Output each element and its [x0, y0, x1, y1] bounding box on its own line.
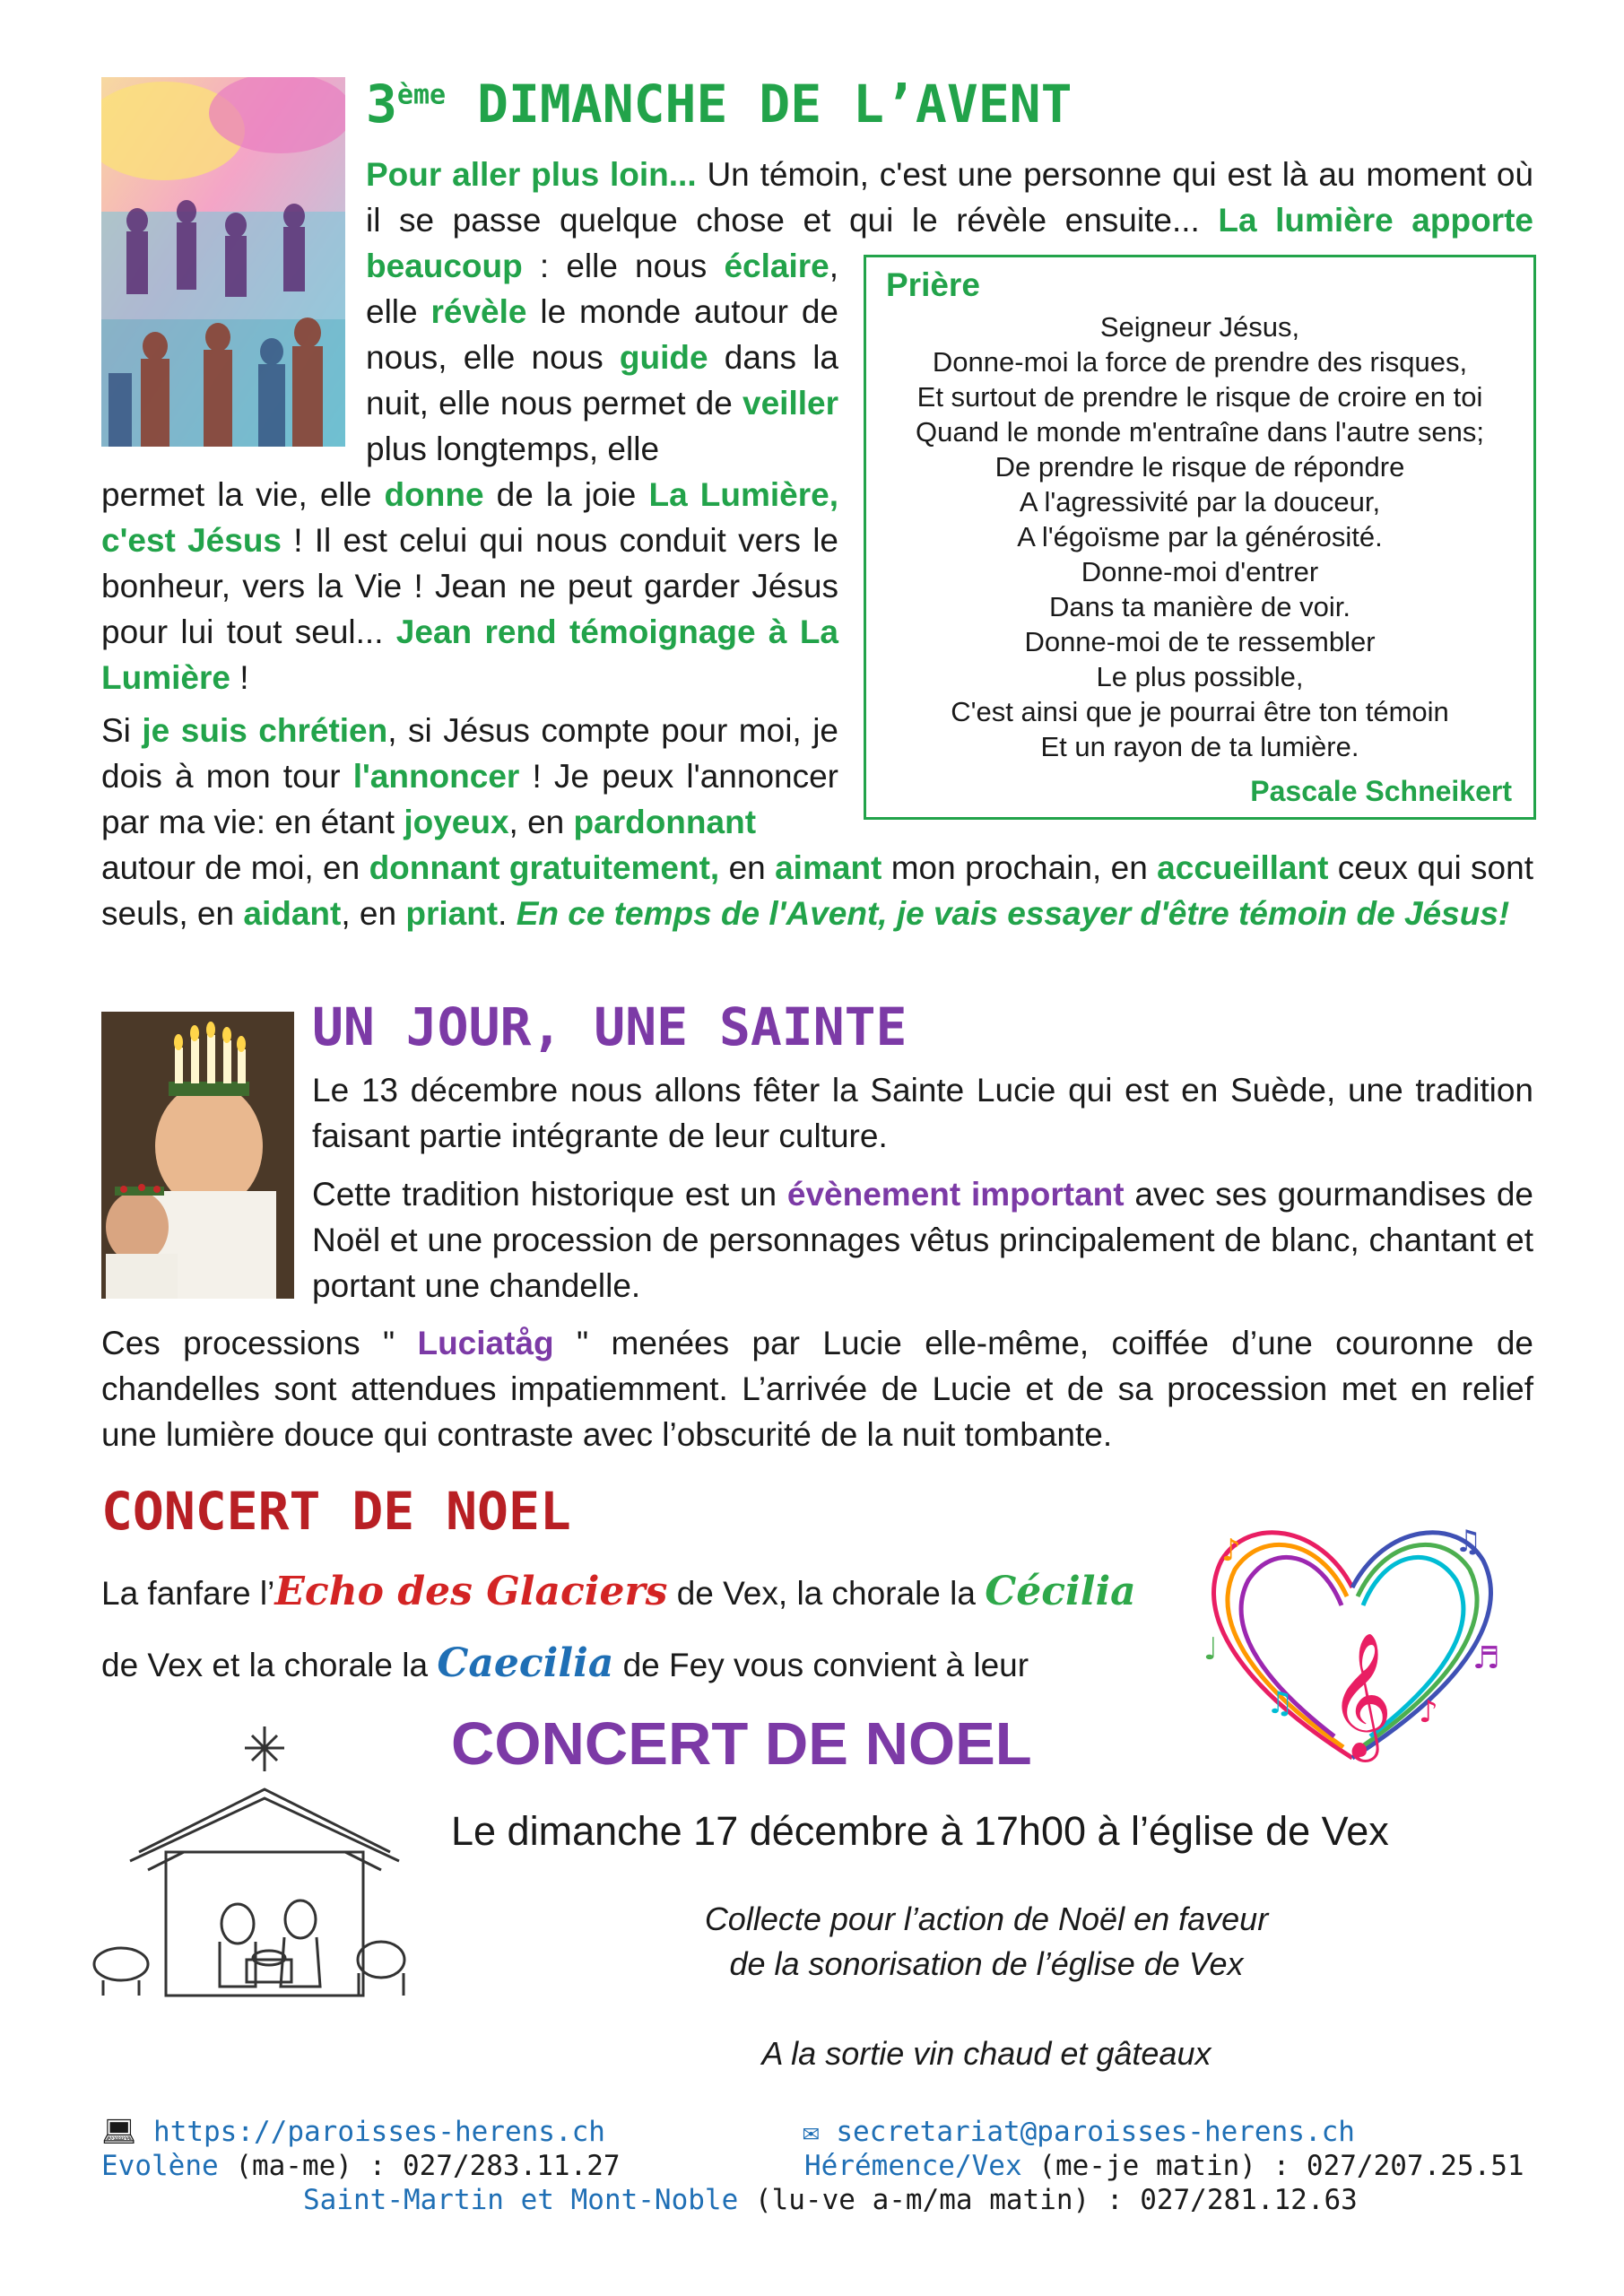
prayer-line: Donne-moi de te ressembler	[1024, 626, 1376, 657]
concert-heading: CONCERT DE NOEL	[101, 1481, 571, 1542]
text-permet-vie: permet la vie, elle	[101, 476, 385, 513]
svg-text:♫: ♫	[1266, 1685, 1294, 1721]
highlight-annoncer: l'annoncer	[352, 758, 520, 795]
music-heart-illustration	[1185, 1507, 1519, 1776]
advent-body-full	[101, 845, 1533, 936]
highlight-gratuit: donnant gratuitement,	[369, 849, 720, 886]
svg-text:♪: ♪	[1221, 1533, 1241, 1569]
highlight-guide: guide	[619, 339, 708, 376]
text-excl: !	[230, 659, 249, 696]
sainte-paragraph-1: Le 13 décembre nous allons fêter la Sainte Lucie qui est en Suède, une tradition faisant partie intégrante de leur culture.	[312, 1072, 1533, 1154]
sainte-lucie-photo	[101, 1012, 294, 1299]
echo-des-glaciers: Echo des Glaciers	[274, 1569, 668, 1614]
text-joie: de la joie	[483, 476, 649, 513]
concert-title	[101, 1478, 571, 1544]
text-seuls: ceux qui sont seuls, en	[101, 849, 1533, 932]
highlight-revele: révèle	[430, 293, 527, 330]
p3-text-b: " menées par Lucie elle-même, coiffée d’une couronne de chandelles sont attendues impatiemment. L’arrivée de Lucie et de sa procession met en relief une lumière douce qui contraste avec l’obscurité de la nuit tombante.	[101, 1325, 1533, 1453]
envelope-icon: ✉	[803, 2116, 820, 2148]
text-en3: , en	[341, 895, 406, 932]
stmartin-name: Saint-Martin et Mont-Noble	[303, 2184, 739, 2216]
prayer-line: A l'égoïsme par la générosité.	[1017, 521, 1383, 552]
line1-text-a: La fanfare l’	[101, 1575, 275, 1612]
footer-evolene	[101, 2149, 621, 2183]
email-link[interactable]: secretariat@paroisses-herens.ch	[836, 2116, 1355, 2148]
advent-title	[366, 72, 1173, 136]
prayer-line: Donne-moi d'entrer	[1081, 556, 1319, 587]
prayer-line: A l'agressivité par la douceur,	[1019, 486, 1381, 517]
advent-body-chretien	[101, 708, 838, 845]
website-link[interactable]: https://paroisses-herens.ch	[153, 2116, 605, 2148]
text-en2: en	[719, 849, 776, 886]
title-ordinal: 3	[366, 74, 397, 135]
text-elle: , elle	[366, 248, 838, 330]
sainte-paragraph-2	[312, 1171, 1533, 1309]
intro-text: Un témoin, c'est une personne qui est là au moment où il se passe quelque chose et qui le révèle ensuite...	[366, 156, 1533, 239]
highlight-eclaire: éclaire	[724, 248, 829, 284]
highlight-donne: donne	[384, 476, 484, 513]
prayer-line: Le plus possible,	[1096, 661, 1304, 692]
text-prochain: mon prochain, en	[881, 849, 1158, 886]
advent-painting	[101, 77, 345, 447]
svg-text:♩: ♩	[1203, 1631, 1219, 1667]
evolene-hours: (ma-me) : 027/283.11.27	[218, 2150, 621, 2182]
p2-text-b: avec ses gourmandises de Noël et une procession de personnages vêtus principalement de blanc, chantant et portant une chandelle.	[312, 1176, 1533, 1304]
concert-date: Le dimanche 17 décembre à 17h00 à l’église de Vex	[451, 1808, 1389, 1854]
highlight-joyeux: joyeux	[404, 804, 509, 840]
intro-highlight: Pour aller plus loin...	[366, 156, 697, 193]
footer-website-row	[101, 2115, 605, 2149]
advent-body-narrow	[366, 243, 838, 472]
text-nuit: dans la nuit, elle nous permet de	[366, 339, 839, 422]
footer-email-row	[803, 2115, 1355, 2149]
advent-intro-paragraph	[366, 152, 1533, 243]
highlight-pardonnant: pardonnant	[573, 804, 757, 840]
sainte-paragraph-3	[101, 1320, 1533, 1457]
line2-text-b: de Fey vous convient à leur	[613, 1647, 1029, 1683]
collecte-line-2: de la sonorisation de l’église de Vex	[729, 1945, 1244, 1982]
p2-highlight: évènement important	[786, 1176, 1125, 1213]
p3-highlight: Luciatåg	[417, 1325, 554, 1361]
footer-stmartin	[303, 2183, 1358, 2217]
text-dot: .	[498, 895, 517, 932]
text-en: , en	[508, 804, 574, 840]
title-main: DIMANCHE DE L’AVENT	[446, 74, 1073, 135]
prayer-line: Dans ta manière de voir.	[1048, 591, 1350, 622]
highlight-beaucoup: beaucoup	[366, 248, 523, 284]
concert-line-2	[101, 1637, 1177, 1692]
svg-text:𝄞: 𝄞	[1329, 1632, 1393, 1757]
prayer-line: Et un rayon de ta lumière.	[1040, 731, 1359, 762]
highlight-jean: Jean rend témoignage à La Lumière	[101, 613, 838, 696]
text-monde: le monde autour de nous, elle nous	[366, 293, 838, 376]
p3-text-a: Ces processions "	[101, 1325, 418, 1361]
prayer-line: Seigneur Jésus,	[1099, 311, 1300, 343]
title-ordinal-sup: ème	[396, 79, 447, 111]
sortie-line: A la sortie vin chaud et gâteaux	[761, 2035, 1211, 2072]
evolene-name: Evolène	[101, 2150, 219, 2182]
heremence-name: Hérémence/Vex	[804, 2150, 1022, 2182]
prayer-line: C'est ainsi que je pourrai être ton témoin	[951, 696, 1449, 727]
highlight-final: En ce temps de l'Avent, je vais essayer d'être témoin de Jésus!	[516, 895, 1510, 932]
collecte-line-1: Collecte pour l’action de Noël en faveur	[704, 1900, 1269, 1937]
prayer-author: Pascale Schneikert	[1250, 775, 1512, 807]
caecilia-name: Caecilia	[437, 1640, 614, 1686]
highlight-chretien: je suis chrétien	[142, 712, 388, 749]
highlight-veiller: veiller	[743, 385, 838, 422]
heremence-hours: (me-je matin) : 027/207.25.51	[1021, 2150, 1524, 2182]
advent-body-left	[101, 472, 838, 700]
prayer-line: Quand le monde m'entraîne dans l'autre sens;	[916, 416, 1484, 448]
highlight-lumiere-apporte: La lumière apporte	[1199, 202, 1533, 239]
concert-line-1	[101, 1565, 1177, 1621]
footer-heremence	[804, 2149, 1524, 2183]
text-conduit: ! Il est celui qui nous conduit vers le bonheur, vers la Vie ! Jean ne peut garder Jésus pour lui tout seul...	[101, 522, 839, 650]
text-elle-nous: : elle nous	[522, 248, 725, 284]
line2-text-a: de Vex et la chorale la	[101, 1647, 438, 1683]
text-autour: autour de moi, en	[101, 849, 369, 886]
highlight-priant: priant	[405, 895, 499, 932]
cecilia-name: Cécilia	[985, 1569, 1136, 1614]
svg-text:♫: ♫	[1455, 1524, 1482, 1560]
highlight-lumiere-jesus: La Lumière, c'est Jésus	[101, 476, 838, 559]
highlight-aimant: aimant	[775, 849, 882, 886]
text-compte: , si Jésus compte pour moi, je dois à mon tour	[101, 712, 839, 795]
prayer-title: Prière	[886, 266, 980, 303]
prayer-lines	[875, 309, 1524, 764]
nativity-illustration	[85, 1718, 408, 2013]
p2-text-a: Cette tradition historique est un	[312, 1176, 787, 1213]
text-annoncer-par: ! Je peux l'annoncer par ma vie: en étant	[101, 758, 838, 840]
concert-big-title: CONCERT DE NOEL	[451, 1710, 1032, 1778]
highlight-aidant: aidant	[243, 895, 342, 932]
stmartin-hours: (lu-ve a-m/ma matin) : 027/281.12.63	[738, 2184, 1358, 2216]
highlight-accueillant: accueillant	[1157, 849, 1329, 886]
line1-text-b: de Vex, la chorale la	[667, 1575, 986, 1612]
text-si: Si	[101, 712, 143, 749]
prayer-line: Donne-moi la force de prendre des risques,	[932, 346, 1468, 378]
laptop-icon: 💻︎	[101, 2116, 137, 2148]
prayer-box	[864, 255, 1536, 820]
text-longtemps: plus longtemps, elle	[366, 430, 660, 467]
svg-text:♪: ♪	[1419, 1694, 1438, 1730]
prayer-line: Et surtout de prendre le risque de croire en toi	[916, 381, 1483, 413]
section-sainte-title	[312, 994, 907, 1060]
sainte-title: UN JOUR, UNE SAINTE	[312, 996, 908, 1057]
prayer-line: De prendre le risque de répondre	[994, 451, 1405, 483]
svg-text:♬: ♬	[1472, 1640, 1500, 1676]
